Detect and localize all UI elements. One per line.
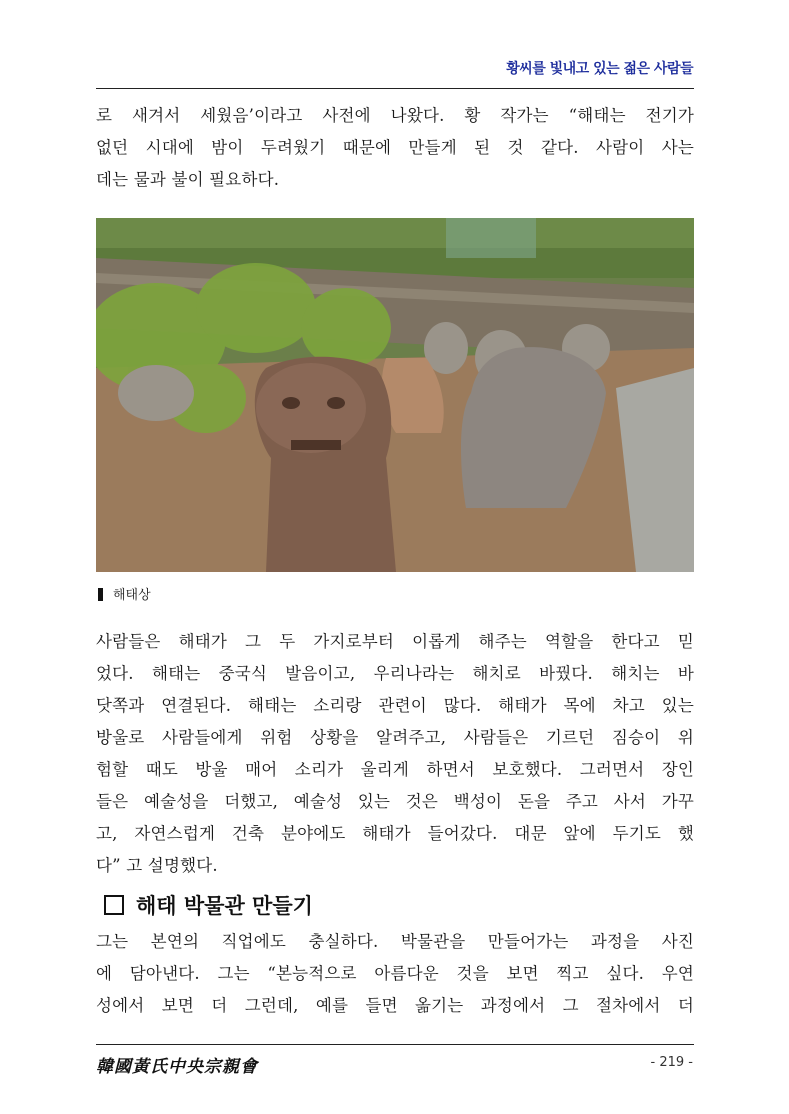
text-line: 에 담아낸다. 그는 “본능적으로 아름다운 것을 보면 찍고 싶다. 우연 (96, 964, 694, 983)
text-line: 고, 자연스럽게 건축 분야에도 해태가 들어갔다. 대문 앞에 두기도 했 (96, 824, 694, 843)
footer-organization: 韓國黃氏中央宗親會 (96, 1057, 258, 1077)
header-divider (96, 88, 694, 89)
text-line: 닷쪽과 연결된다. 해태는 소리랑 관련이 많다. 해태가 목에 차고 있는 (96, 696, 694, 715)
text-line: 성에서 보면 더 그런데, 예를 들면 옮기는 과정에서 그 절차에서 더 (96, 996, 694, 1015)
footer-divider (96, 1044, 694, 1045)
text-line: 없던 시대에 밤이 두려웠기 때문에 만들게 된 것 같다. 사람이 사는 (96, 138, 694, 157)
text-line: 들은 예술성을 더했고, 예술성 있는 것은 백성이 돈을 주고 사서 가꾸 (96, 792, 694, 811)
page-number: - 219 - (650, 1055, 693, 1070)
caption-text: 해태상 (113, 588, 151, 603)
photo-caption (98, 584, 151, 603)
haetae-statue-photo (96, 218, 694, 572)
section-heading (104, 890, 313, 920)
text-line: 데는 물과 불이 필요하다. (96, 170, 280, 189)
text-line: 그는 본연의 직업에도 충실하다. 박물관을 만들어가는 과정을 사진 (96, 932, 694, 951)
intro-paragraph (96, 100, 694, 196)
text-line: 사람들은 해태가 그 두 가지로부터 이롭게 해주는 역할을 한다고 믿 (96, 632, 694, 651)
checkbox-square-icon (104, 895, 124, 915)
text-line: 다” 고 설명했다. (96, 856, 218, 875)
body-paragraph (96, 626, 694, 882)
caption-marker-icon (98, 588, 103, 601)
section-heading-text: 해태 박물관 만들기 (136, 894, 313, 918)
text-line: 방울로 사람들에게 위험 상황을 알려주고, 사람들은 기르던 짐승이 위 (96, 728, 694, 747)
text-line: 로 새겨서 세웠음’이라고 사전에 나왔다. 황 작가는 “해태는 전기가 (96, 106, 694, 125)
text-line: 험할 때도 방울 매어 소리가 울리게 하면서 보호했다. 그러면서 장인 (96, 760, 694, 779)
running-title: 황씨를 빛내고 있는 젊은 사람들 (506, 61, 693, 77)
section-paragraph (96, 926, 694, 1022)
text-line: 었다. 해태는 중국식 발음이고, 우리나라는 해치로 바꿨다. 해치는 바 (96, 664, 694, 683)
